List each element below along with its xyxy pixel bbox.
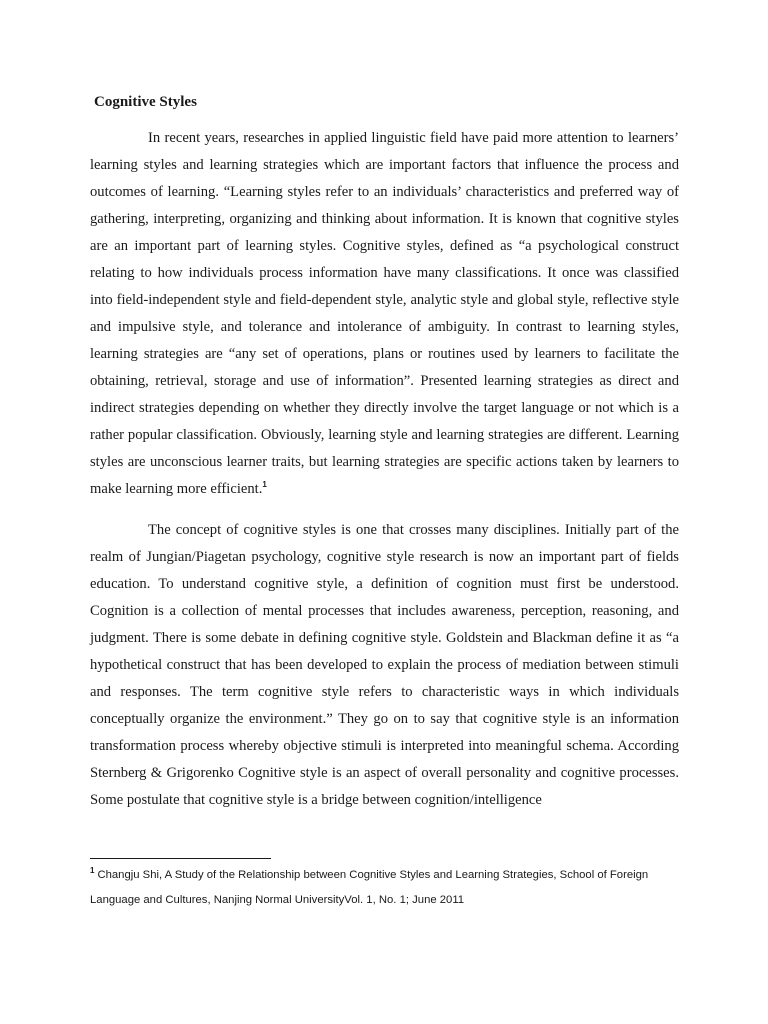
footnote — [90, 863, 682, 913]
footnote-text: Changju Shi, A Study of the Relationship between Cognitive Styles and Learning Strategies, School of Foreign Language and Cultures, Nanjing Normal UniversityVol. 1, No. 1; June 2011 — [90, 869, 649, 906]
page-title: Cognitive Styles — [94, 94, 197, 110]
footnote-divider — [90, 858, 271, 859]
paragraph-1 — [90, 125, 679, 503]
footnote-reference: 1 — [262, 480, 267, 490]
footnote-number: 1 — [90, 866, 95, 876]
paragraph-2: The concept of cognitive styles is one that crosses many disciplines. Initially part of the realm of Jungian/Piagetan psychology, cognitive style research is now an important part of fields education. To understand cognitive style, a definition of cognition must first be understood. Cognition is a collection of mental processes that includes awareness, perception, reasoning, and judgment. There is some debate in defining cognitive style. Goldstein and Blackman define it as “a hypothetical construct that has been developed to explain the process of mediation between stimuli and responses. The term cognitive style refers to characteristic ways in which individuals conceptually organize the environment.” They go on to say that cognitive style is an information transformation process whereby objective stimuli is interpreted into meaningful schema. According Sternberg & Grigorenko Cognitive style is an aspect of overall personality and cognitive processes. Some postulate that cognitive style is a bridge between cognition/intelligence — [90, 522, 679, 808]
paragraph-1-text: In recent years, researches in applied linguistic field have paid more attention to learners’ learning styles and learning strategies which are important factors that influence the process and outcomes of learning. “Learning styles refer to an individuals’ characteristics and preferred way of gathering, interpreting, organizing and thinking about information. It is known that cognitive styles are an important part of learning styles. Cognitive styles, defined as “a psychological construct relating to how individuals process information have many classifications. It once was classified into field-independent style and field-dependent style, analytic style and global style, reflective style and impulsive style, and tolerance and intolerance of ambiguity. In contrast to learning styles, learning strategies are “any set of operations, plans or routines used by learners to facilitate the obtaining, retrieval, storage and use of information”. Presented learning strategies as direct and indirect strategies depending on whether they directly involve the target language or not which is a rather popular classification. Obviously, learning style and learning strategies are different. Learning styles are unconscious learner traits, but learning strategies are specific actions taken by learners to make learning more efficient. — [90, 130, 679, 497]
